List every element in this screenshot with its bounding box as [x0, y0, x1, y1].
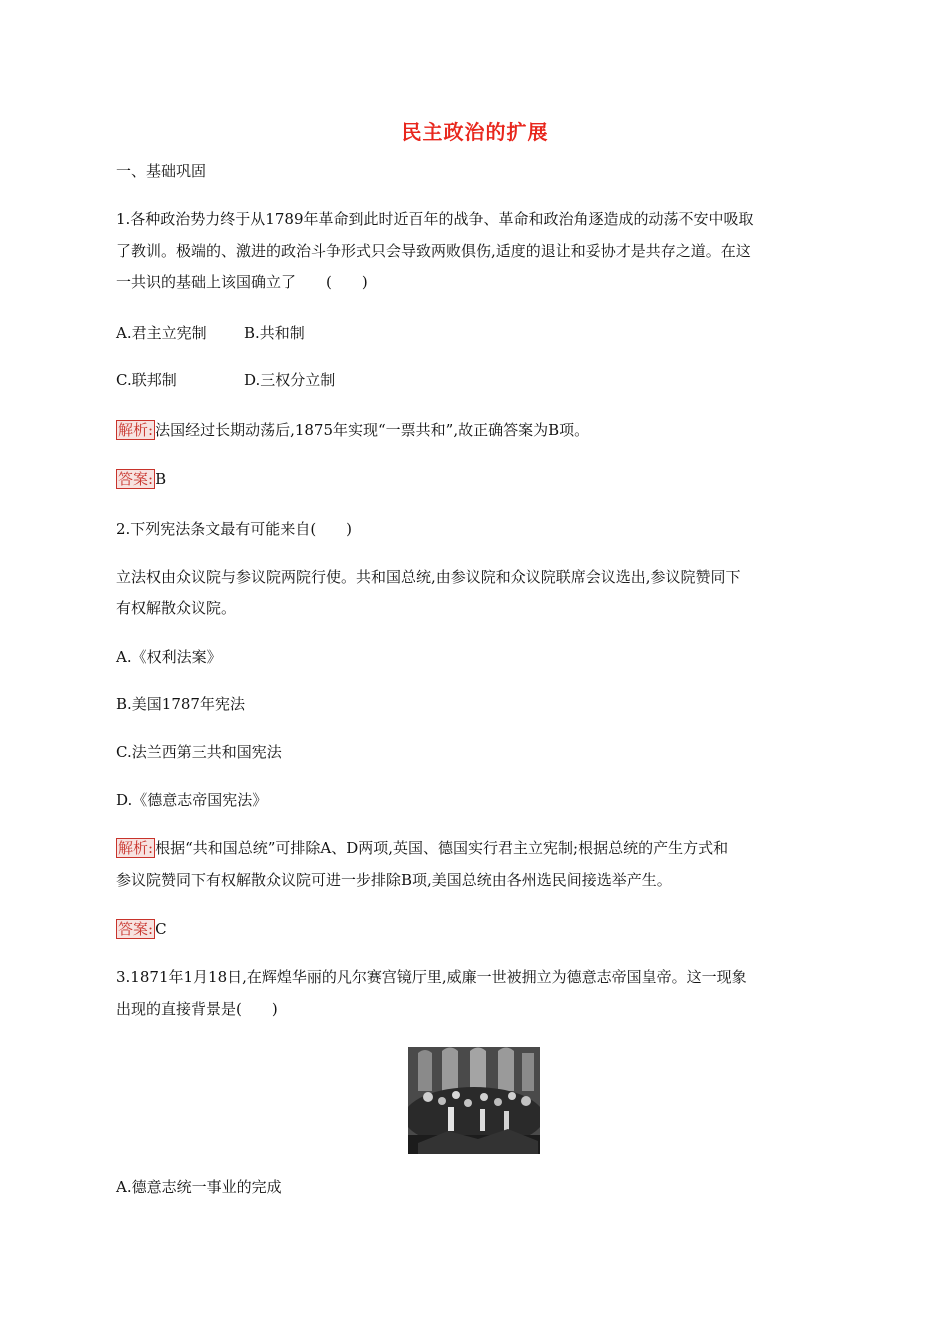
q1-analysis-text: 法国经过长期动荡后,1875年实现“一票共和”,故正确答案为B项。: [155, 421, 590, 439]
q2-option-a: A.《权利法案》: [116, 648, 222, 666]
q1-answer: [116, 469, 166, 489]
analysis-label: 解析:: [118, 421, 154, 439]
q1-option-b: B.共和制: [244, 324, 305, 342]
q1-option-d: D.三权分立制: [244, 371, 336, 389]
q2-answer: [116, 919, 167, 939]
q3-stem-line-1: 3.1871年1月18日,在辉煌华丽的凡尔赛宫镜厅里,威廉一世被拥立为德意志帝国皇帝。这一现象: [116, 968, 747, 986]
page-title: 民主政治的扩展: [401, 120, 549, 144]
q1-stem-line-2: 了教训。极端的、激进的政治斗争形式只会导致两败俱伤,适度的退让和妥协才是共存之道。在这: [116, 242, 751, 260]
q1-option-a: A.君主立宪制: [116, 324, 207, 342]
q2-analysis-text-1: 根据“共和国总统”可排除A、D两项,英国、德国实行君主立宪制;根据总统的产生方式和: [155, 839, 729, 857]
painting-illustration: [408, 1047, 540, 1154]
q2-material-line-2: 有权解散众议院。: [116, 599, 237, 617]
q1-analysis: [116, 420, 589, 440]
answer-label: 答案:: [118, 920, 154, 938]
q1-answer-value: B: [155, 470, 167, 488]
q2-option-c: C.法兰西第三共和国宪法: [116, 743, 282, 761]
q2-option-b: B.美国1787年宪法: [116, 695, 245, 713]
q3-stem-line-2: 出现的直接背景是( ): [116, 1000, 278, 1018]
q2-option-d: D.《德意志帝国宪法》: [116, 791, 268, 809]
q1-stem-line-3: 一共识的基础上该国确立了 ( ): [116, 273, 368, 291]
analysis-label: 解析:: [118, 839, 154, 857]
q2-analysis-line-2: 参议院赞同下有权解散众议院可进一步排除B项,美国总统由各州选民间接选举产生。: [116, 871, 672, 889]
q1-option-c: C.联邦制: [116, 371, 177, 389]
section-heading: 一、基础巩固: [116, 162, 207, 180]
q2-stem-line-1: 2.下列宪法条文最有可能来自( ): [116, 520, 353, 538]
q2-answer-value: C: [155, 920, 167, 938]
q3-option-a: A.德意志统一事业的完成: [116, 1178, 282, 1196]
q2-analysis-line-1: [116, 838, 728, 858]
q2-material-line-1: 立法权由众议院与参议院两院行使。共和国总统,由参议院和众议院联席会议选出,参议院赞同下: [116, 568, 741, 586]
q1-stem-line-1: 1.各种政治势力终于从1789年革命到此时近百年的战争、革命和政治角逐造成的动荡不安中吸取: [116, 210, 754, 228]
answer-label: 答案:: [118, 470, 154, 488]
versailles-painting-image: [408, 1047, 540, 1154]
